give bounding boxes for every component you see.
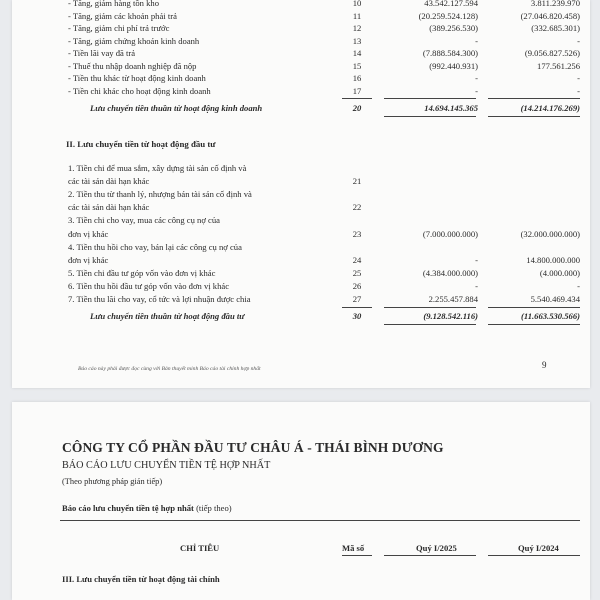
row-label: 5. Tiền chi đầu tư góp vốn vào đơn vị khác xyxy=(68,267,216,278)
row-value-q2025: - xyxy=(475,254,478,265)
row-code: 26 xyxy=(352,280,362,291)
row-value-q2024: (14.214.176.269) xyxy=(520,103,580,113)
row-label: 3. Tiền chi cho vay, mua các công cụ nợ của xyxy=(68,215,220,226)
row-value-q2024: 14.800.000.000 xyxy=(526,254,580,265)
subtotal-rule-q2024 xyxy=(488,98,580,99)
table-row xyxy=(12,253,590,267)
row-value-q2024: (27.046.820.458) xyxy=(520,10,580,21)
page-number: 9 xyxy=(542,360,547,370)
subtotal-rule-q2025 xyxy=(384,98,476,99)
row-code: 16 xyxy=(352,73,362,83)
row-value-q2024: - xyxy=(577,85,580,96)
row-value-q2025: (9.128.542.116) xyxy=(423,311,478,322)
row-code: 30 xyxy=(352,311,362,322)
table-row xyxy=(12,292,590,306)
row-code: 27 xyxy=(352,294,362,304)
subtotal-rule-q2025-2 xyxy=(384,307,476,308)
row-label: - Tiền chi khác cho hoạt động kinh doanh xyxy=(68,85,211,96)
column-header-q2025: Quý I/2025 xyxy=(416,543,457,553)
row-value-q2024: 3.811.239.970 xyxy=(530,0,580,8)
table-row xyxy=(12,200,590,214)
operating-total-row xyxy=(12,101,590,115)
investing-total-row xyxy=(12,309,590,323)
table-row xyxy=(12,161,590,175)
table-row xyxy=(12,279,590,293)
row-label: - Tiền lãi vay đã trả xyxy=(68,48,136,58)
column-header-indicator: CHỈ TIÊU xyxy=(180,543,220,553)
row-value-q2024: 177.561.256 xyxy=(537,60,580,71)
table-row xyxy=(12,174,590,188)
row-value-q2024: (11.663.530.566) xyxy=(521,311,580,322)
row-label: - Tiền thu khác từ hoạt động kinh doanh xyxy=(68,73,206,83)
row-label: - Tăng, giảm chứng khoán kinh doanh xyxy=(68,35,200,46)
row-label: Lưu chuyển tiền thuần từ hoạt động đầu tư xyxy=(90,311,245,322)
row-label: - Tăng, giảm chi phí trả trước xyxy=(68,23,170,33)
row-code: 15 xyxy=(352,60,362,71)
total-rule-q2025-2 xyxy=(384,324,476,325)
row-code: 21 xyxy=(352,176,362,187)
table-row xyxy=(12,213,590,227)
company-name: CÔNG TY CỔ PHẦN ĐẦU TƯ CHÂU Á - THÁI BÌNH DƯƠNG xyxy=(62,440,444,455)
row-code: 20 xyxy=(352,103,362,113)
row-value-q2025: - xyxy=(475,280,478,291)
column-header-q2024: Quý I/2024 xyxy=(518,543,559,553)
code-header-underline xyxy=(342,555,372,556)
total-rule-q2024-2 xyxy=(488,324,580,325)
row-label: các tài sản dài hạn khác xyxy=(68,176,150,187)
row-code: 22 xyxy=(352,202,362,213)
table-row xyxy=(12,240,590,254)
row-value-q2024: - xyxy=(577,280,580,291)
row-value-q2025: (389.256.530) xyxy=(429,23,478,33)
row-value-q2024: (4.000.000) xyxy=(539,267,580,278)
row-value-q2025: (4.384.000.000) xyxy=(422,267,478,278)
row-label: - Tăng, giảm các khoản phải trả xyxy=(68,10,177,21)
total-rule-q2025 xyxy=(384,116,476,117)
row-code: 24 xyxy=(352,254,362,265)
subtitle-continued: (tiếp theo) xyxy=(193,503,232,513)
row-value-q2024: (32.000.000.000) xyxy=(520,228,580,239)
row-label: 7. Tiền thu lãi cho vay, cổ tức và lợi nhuận được chia xyxy=(68,294,251,304)
section-financing-heading: III. Lưu chuyển tiền từ hoạt động tài chính xyxy=(62,574,220,584)
report-method: (Theo phương pháp gián tiếp) xyxy=(62,477,163,486)
row-value-q2024: - xyxy=(577,73,580,83)
row-value-q2024: (332.685.301) xyxy=(531,23,580,33)
row-label: - Tăng, giảm hàng tồn kho xyxy=(68,0,160,8)
subtotal-rule-q2024-2 xyxy=(488,307,580,308)
row-value-q2025: - xyxy=(475,35,478,46)
row-label: 6. Tiền thu hồi đầu tư góp vốn vào đơn vị khác xyxy=(68,280,230,291)
row-value-q2025: 43.542.127.594 xyxy=(424,0,478,8)
row-value-q2025: 14.694.145.365 xyxy=(424,103,478,113)
row-label: 1. Tiền chi để mua sắm, xây dựng tài sản cố định và xyxy=(68,163,247,173)
section-investing-heading: II. Lưu chuyển tiền từ hoạt động đầu tư xyxy=(66,139,216,149)
row-label: 2. Tiền thu từ thanh lý, nhượng bán tài sản cố định và xyxy=(68,189,252,200)
row-label: - Thuế thu nhập doanh nghiệp đã nộp xyxy=(68,60,197,71)
table-row xyxy=(12,84,590,98)
row-value-q2025: (992.440.931) xyxy=(429,60,478,71)
subtotal-rule-code xyxy=(342,98,372,99)
row-label: Lưu chuyển tiền thuần từ hoạt động kinh doanh xyxy=(90,103,263,113)
row-value-q2024: - xyxy=(577,35,580,46)
row-value-q2025: - xyxy=(475,85,478,96)
row-value-q2025: - xyxy=(475,73,478,83)
row-code: 17 xyxy=(352,85,362,96)
row-value-q2025: (7.888.584.300) xyxy=(422,48,478,58)
row-value-q2025: (20.259.524.128) xyxy=(418,10,478,21)
row-label: các tài sản dài hạn khác xyxy=(68,202,150,213)
table-row xyxy=(12,187,590,201)
row-code: 10 xyxy=(352,0,362,8)
q2024-header-underline xyxy=(488,555,580,556)
row-code: 12 xyxy=(352,23,362,33)
row-value-q2024: 5.540.469.434 xyxy=(530,294,580,304)
row-label: đơn vị khác xyxy=(68,254,109,265)
table-row xyxy=(12,266,590,280)
table-row xyxy=(12,227,590,241)
row-value-q2024: (9.056.827.526) xyxy=(524,48,580,58)
report-page-9 xyxy=(12,0,590,388)
row-code: 11 xyxy=(352,10,362,21)
subtotal-rule-code-2 xyxy=(342,307,372,308)
row-label: 4. Tiền thu hồi cho vay, bán lại các công cụ nợ của xyxy=(68,241,242,252)
report-page-10 xyxy=(12,402,590,600)
page-footnote: Báo cáo này phải được đọc cùng với Bản thuyết minh Báo cáo tài chính hợp nhất xyxy=(78,366,261,372)
total-rule-q2024 xyxy=(488,116,580,117)
row-code: 14 xyxy=(352,48,362,58)
subtitle-rule xyxy=(60,520,580,521)
row-code: 13 xyxy=(352,35,362,46)
q2025-header-underline xyxy=(384,555,476,556)
row-value-q2025: (7.000.000.000) xyxy=(422,228,478,239)
row-label: đơn vị khác xyxy=(68,228,109,239)
report-title: BÁO CÁO LƯU CHUYỂN TIỀN TỆ HỢP NHẤT xyxy=(62,460,271,471)
report-subtitle xyxy=(62,503,232,513)
subtitle-main: Báo cáo lưu chuyển tiền tệ hợp nhất xyxy=(62,503,194,513)
row-code: 23 xyxy=(352,228,362,239)
column-header-code: Mã số xyxy=(342,543,365,553)
row-code: 25 xyxy=(352,267,362,278)
row-value-q2025: 2.255.457.884 xyxy=(428,294,478,304)
